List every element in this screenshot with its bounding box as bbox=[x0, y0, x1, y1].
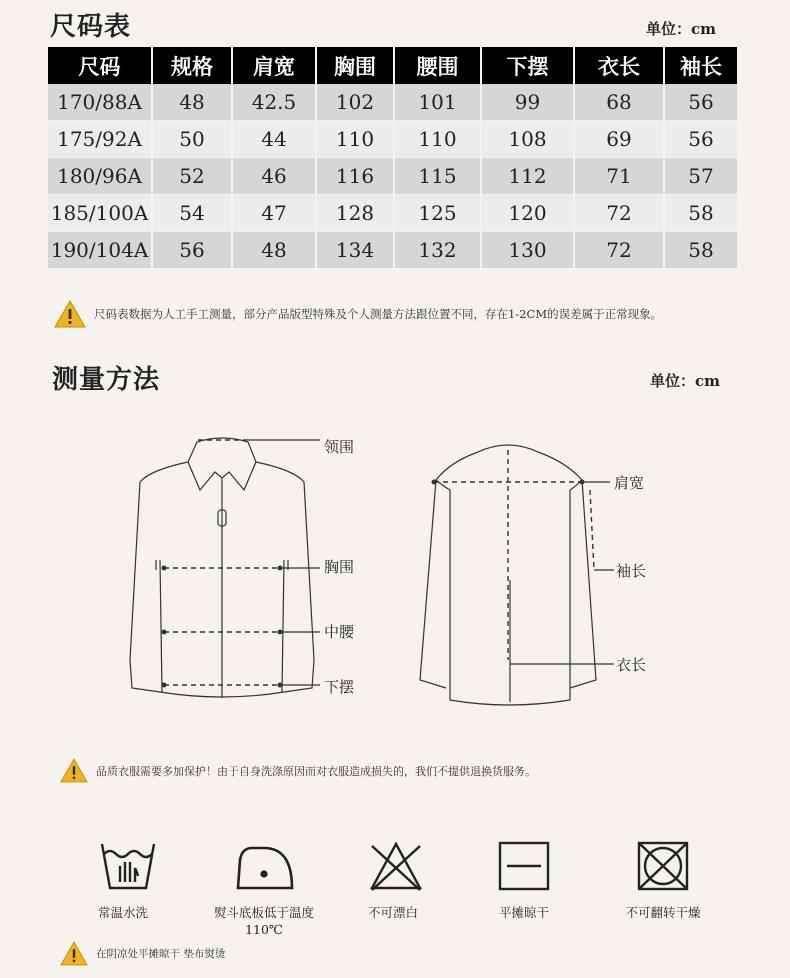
care-label-dry-flat: 平摊晾干 bbox=[498, 905, 549, 920]
no-tumble-dry-icon bbox=[636, 840, 690, 892]
cell-length: 72 bbox=[575, 195, 665, 232]
table-row bbox=[48, 121, 737, 158]
care-label-wash: 常温水洗 bbox=[97, 905, 148, 920]
label-length: 衣长 bbox=[616, 656, 647, 674]
cell-sleeve: 56 bbox=[665, 121, 737, 158]
header-hem: 下摆 bbox=[482, 47, 575, 84]
cell-size: 170/88A bbox=[48, 84, 153, 121]
cell-spec: 54 bbox=[153, 195, 233, 232]
back-jacket-outline bbox=[420, 445, 596, 705]
cell-length: 72 bbox=[575, 232, 665, 269]
cell-hem: 112 bbox=[482, 158, 575, 195]
cell-waist: 115 bbox=[395, 158, 482, 195]
cell-hem: 120 bbox=[482, 195, 575, 232]
care-label-iron: 熨斗底板低于温度110℃ bbox=[213, 905, 314, 937]
cell-waist: 101 bbox=[395, 84, 482, 121]
label-waist: 中腰 bbox=[324, 623, 355, 641]
header-spec: 规格 bbox=[153, 47, 233, 84]
label-chest: 胸围 bbox=[324, 558, 355, 576]
header-shoulder: 肩宽 bbox=[233, 47, 317, 84]
cell-spec: 50 bbox=[153, 121, 233, 158]
table-row bbox=[48, 158, 737, 195]
cell-sleeve: 58 bbox=[665, 195, 737, 232]
cell-spec: 56 bbox=[153, 232, 233, 269]
cell-chest: 134 bbox=[317, 232, 395, 269]
warning-icon bbox=[54, 300, 86, 328]
cell-sleeve: 56 bbox=[665, 84, 737, 121]
cell-hem: 130 bbox=[482, 232, 575, 269]
cell-length: 71 bbox=[575, 158, 665, 195]
cell-size: 180/96A bbox=[48, 158, 153, 195]
header-size: 尺码 bbox=[48, 47, 153, 84]
size-chart-unit: 单位：cm bbox=[646, 20, 717, 38]
size-table-header-row bbox=[48, 47, 737, 84]
measure-unit: 单位：cm bbox=[650, 372, 721, 390]
label-collar: 领围 bbox=[324, 438, 355, 456]
table-row bbox=[48, 84, 737, 121]
cell-shoulder: 46 bbox=[233, 158, 317, 195]
cell-size: 175/92A bbox=[48, 121, 153, 158]
cell-waist: 125 bbox=[395, 195, 482, 232]
cell-shoulder: 47 bbox=[233, 195, 317, 232]
cell-hem: 108 bbox=[482, 121, 575, 158]
care-label-bleach: 不可漂白 bbox=[367, 905, 418, 920]
wash-tub-icon bbox=[98, 838, 158, 894]
cell-sleeve: 57 bbox=[665, 158, 737, 195]
care-note bbox=[60, 758, 536, 783]
label-shoulder: 肩宽 bbox=[614, 474, 645, 492]
cell-shoulder: 44 bbox=[233, 121, 317, 158]
bottom-note bbox=[60, 941, 225, 966]
front-jacket-diagram bbox=[120, 420, 380, 720]
care-note-text: 品质衣服需要多加保护！由于自身洗涤原因而对衣服造成损失的，我们不提供退换货服务。 bbox=[96, 764, 536, 778]
size-table bbox=[48, 47, 737, 269]
label-hem: 下摆 bbox=[324, 678, 355, 696]
cell-sleeve: 58 bbox=[665, 232, 737, 269]
cell-chest: 102 bbox=[317, 84, 395, 121]
cell-chest: 128 bbox=[317, 195, 395, 232]
cell-waist: 132 bbox=[395, 232, 482, 269]
size-note-text: 尺码表数据为人工手工测量，部分产品版型特殊及个人测量方法跟位置不同，存在1-2CM的误差属于正常现象。 bbox=[94, 307, 663, 321]
cell-chest: 116 bbox=[317, 158, 395, 195]
table-row bbox=[48, 232, 737, 269]
header-length: 衣长 bbox=[575, 47, 665, 84]
cell-length: 69 bbox=[575, 121, 665, 158]
dry-flat-icon bbox=[497, 840, 551, 892]
cell-shoulder: 48 bbox=[233, 232, 317, 269]
bottom-note-text: 在阴凉处平摊晾干 垫布熨烫 bbox=[96, 948, 226, 960]
back-jacket-diagram bbox=[410, 430, 670, 720]
warning-icon bbox=[60, 758, 88, 783]
size-note bbox=[54, 300, 662, 328]
size-chart-title: 尺码表 bbox=[50, 12, 132, 42]
label-sleeve: 袖长 bbox=[616, 562, 647, 580]
cell-length: 68 bbox=[575, 84, 665, 121]
cell-spec: 52 bbox=[153, 158, 233, 195]
cell-hem: 99 bbox=[482, 84, 575, 121]
header-sleeve: 袖长 bbox=[665, 47, 737, 84]
cell-waist: 110 bbox=[395, 121, 482, 158]
header-waist: 腰围 bbox=[395, 47, 482, 84]
measure-title: 测量方法 bbox=[52, 365, 161, 395]
cell-spec: 48 bbox=[153, 84, 233, 121]
cell-size: 185/100A bbox=[48, 195, 153, 232]
cell-size: 190/104A bbox=[48, 232, 153, 269]
table-row bbox=[48, 195, 737, 232]
iron-icon bbox=[234, 840, 296, 892]
warning-icon bbox=[60, 941, 88, 966]
cell-shoulder: 42.5 bbox=[233, 84, 317, 121]
care-label-no-tumble: 不可翻转干燥 bbox=[625, 905, 701, 920]
cell-chest: 110 bbox=[317, 121, 395, 158]
no-bleach-icon bbox=[368, 840, 424, 892]
header-chest: 胸围 bbox=[317, 47, 395, 84]
